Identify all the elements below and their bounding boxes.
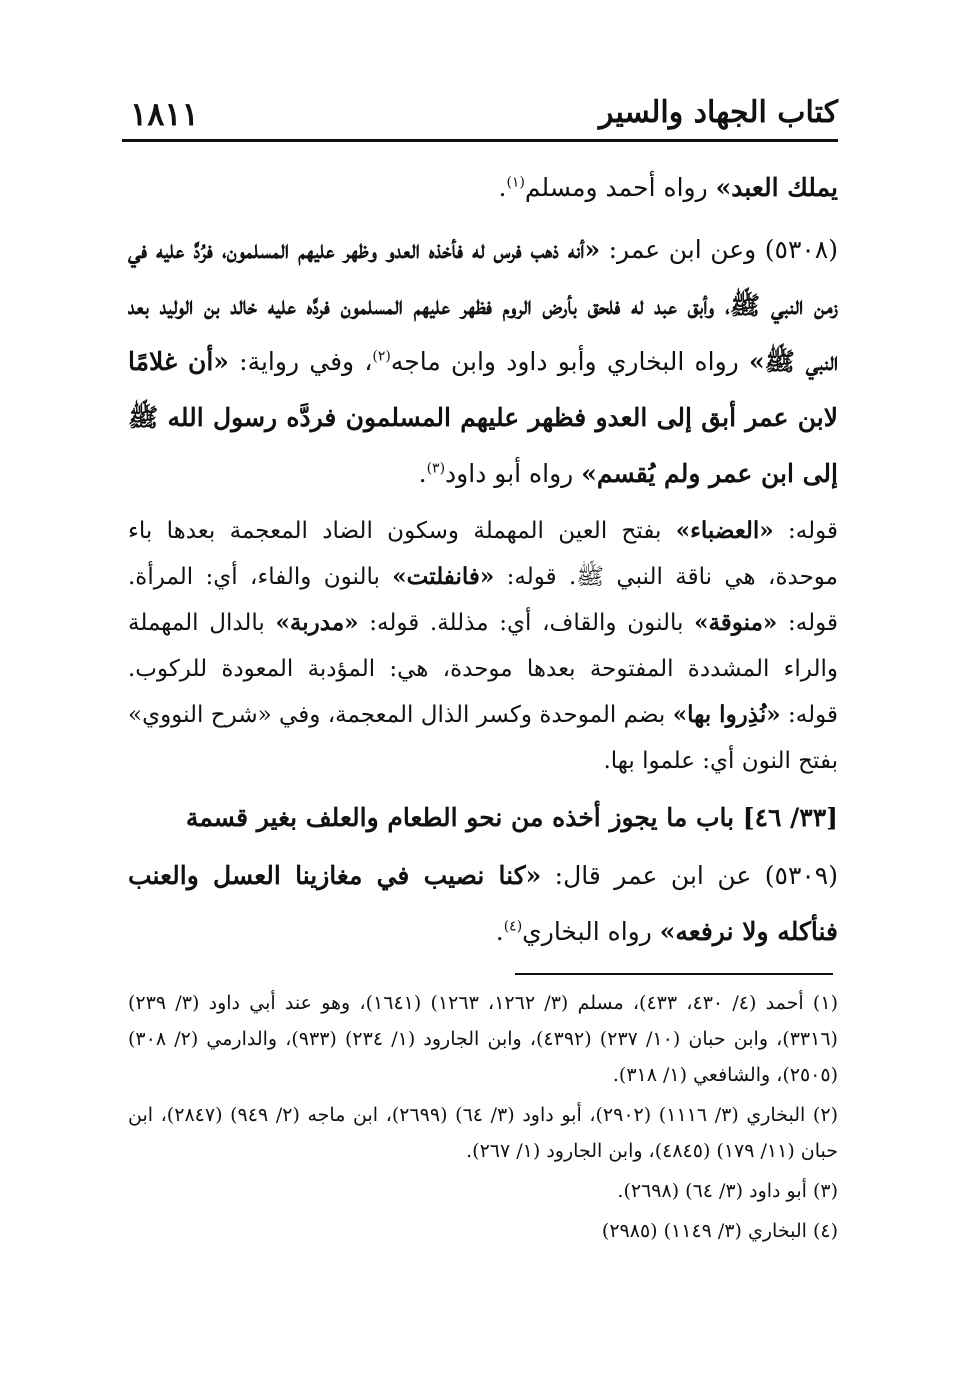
hadith-5309 xyxy=(128,848,838,960)
glossed-word: «نُذِروا بها» xyxy=(672,701,781,728)
footnote-3: (٣) أبو داود (٣/ ٦٤) (٢٦٩٨). xyxy=(617,1180,838,1202)
commentary-text: بالنون والقاف، أي: مذللة. قوله: xyxy=(358,610,695,636)
footnote-4: (٤) البخاري (٣/ ١١٤٩) (٢٩٨٥) xyxy=(601,1220,838,1242)
running-header xyxy=(122,95,838,135)
main-text xyxy=(128,160,838,966)
chapter-heading: [٣٣/ ٤٦] باب ما يجوز أخذه من نحو الطعام والعلف بغير قسمة xyxy=(185,803,838,832)
commentary-text: بالنون والفاء، أي: المرأة. قوله: xyxy=(128,564,838,636)
footnote-ref: (٣) xyxy=(426,460,446,477)
commentary-paragraph xyxy=(128,508,838,784)
period: . xyxy=(418,459,427,488)
quote-fragment: يملك العبد» xyxy=(715,173,838,202)
page-number: ١٨١١ xyxy=(130,95,199,133)
hadith-quote: «أنه ذهب فرس له فأخذه العدو وظهر عليهم المسلمون، فرُدَّ عليه في زمن النبي ﷺ، وأبق عبد له فلحق بأرض الروم فظهر عليهم المسلمون فردَّه عليه خالد بن الوليد بعد النبي ﷺ» xyxy=(128,235,839,376)
footnote-1: (١) أحمد (٤/ ٤٣٠، ٤٣٣)، مسلم (٣/ ١٢٦٢، ١٢٦٣) (١٦٤١)، وهو عند أبي داود (٣/ ٢٣٩) (٣٣١٦)، وابن حبان (١٠/ ٢٣٧) (٤٣٩٢)، وابن الجارود (١/ ٢٣٤) (٩٣٣)، والدارمي (٢/ ٣٠٨) (٢٥٠٥)، والشافعي (١/ ٣١٨). xyxy=(128,992,838,1086)
header-rule xyxy=(122,139,838,142)
glossed-word: «منوقة» xyxy=(694,609,778,636)
footnote-ref: (٢) xyxy=(372,348,391,365)
narrator-intro: وعن ابن عمر: xyxy=(600,235,765,264)
footnote-ref: (٤) xyxy=(503,918,523,935)
hadith-number: (٥٣٠٨) xyxy=(764,235,838,264)
attribution: رواه أبو داود xyxy=(445,459,582,488)
footnotes xyxy=(128,985,838,1253)
commentary-text: بالدال المهملة والراء المشددة المفتوحة بعدها موحدة، هي: المؤدبة المعودة للركوب. قوله: xyxy=(128,610,838,728)
footnote-2: (٢) البخاري (٣/ ١١١٦) (٢٩٠٢)، أبو داود (٣/ ٦٤) (٢٦٩٩)، ابن ماجه (٢/ ٩٤٩) (٢٨٤٧)، ابن حبان (١١/ ١٧٩) (٤٨٤٥)، وابن الجارود (١/ ٢٦٧). xyxy=(128,1104,838,1162)
paragraph-continuation xyxy=(128,160,838,216)
commentary-text: بفتح العين المهملة وسكون الضاد المعجمة بعدها باء موحدة، هي ناقة النبي ﷺ. قوله: xyxy=(128,518,838,590)
hadith-number: (٥٣٠٩) xyxy=(764,861,838,890)
transition-text: ، وفي رواية: xyxy=(228,347,373,376)
period: . xyxy=(498,173,507,202)
attribution: رواه البخاري xyxy=(522,917,660,946)
period: . xyxy=(495,917,504,946)
attribution: رواه أحمد ومسلم xyxy=(524,173,716,202)
commentary-text: بضم الموحدة وكسر الذال المعجمة، وفي «شرح النووي» بفتح النون أي: علموا بها. xyxy=(128,702,838,774)
hadith-5308 xyxy=(128,222,838,502)
footnote-rule xyxy=(515,973,833,975)
glossed-word: «العضباء» xyxy=(675,517,774,544)
hadith-quote: «كنا نصيب في مغازينا العسل والعنب فنأكله ولا نرفعه» xyxy=(128,861,838,946)
attribution: رواه البخاري وأبو داود وابن ماجه xyxy=(390,347,749,376)
glossed-word: «فانفلتت» xyxy=(392,563,495,590)
hadith-quote-variant: «أن غلامًا لابن عمر أبق إلى العدو فظهر عليهم المسلمون فردَّه رسول الله ﷺ إلى ابن عمر ولم يُقسم» xyxy=(128,347,838,488)
narrator-intro: عن ابن عمر قال: xyxy=(541,861,765,890)
header-title: كتاب الجهاد والسير xyxy=(598,95,838,130)
glossed-word: «مدربة» xyxy=(275,609,359,636)
footnote-ref: (١) xyxy=(506,174,525,191)
commentary-text: قوله: xyxy=(773,518,838,544)
